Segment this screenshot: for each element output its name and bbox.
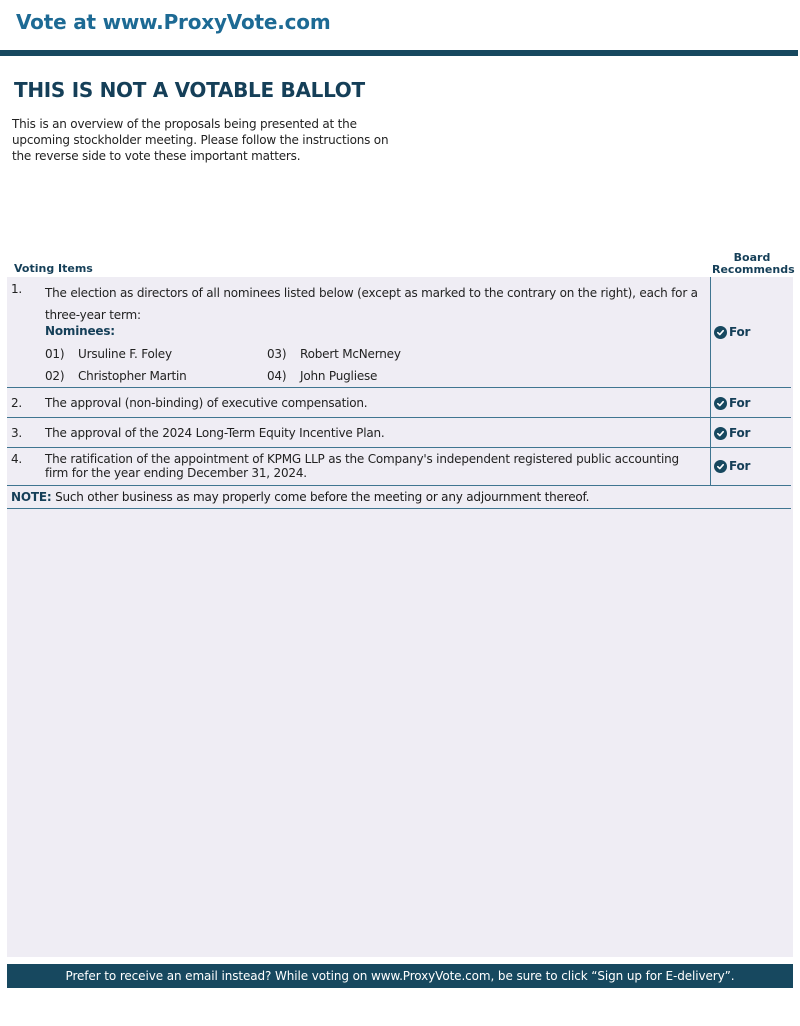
recommendation-label: For [729,396,751,410]
footer-banner: Prefer to receive an email instead? While voting on www.ProxyVote.com, be sure to click “Sign up for E-delivery”. [7,964,793,988]
proposal-text: The approval of the 2024 Long-Term Equity Incentive Plan. [45,426,385,440]
recommendation [714,325,750,339]
header-rule [0,50,798,56]
recommendation-label: For [729,325,751,339]
nominee-name: Robert McNerney [300,347,401,361]
nominee-number: 03) [267,347,287,361]
nominee-name: Christopher Martin [78,369,187,383]
nominee-number: 02) [45,369,65,383]
proposal-number: 2. [11,396,23,410]
proposal-text: The election as directors of all nominees listed below (except as marked to the contrary on the right), each for a three-year term: [45,286,698,322]
proposal-row [7,418,791,448]
check-circle-icon [714,427,727,440]
nominee-name: John Pugliese [300,369,378,383]
note-label: NOTE: [11,490,52,504]
nominees-label: Nominees: [45,324,115,338]
recommendation-label: For [729,426,751,440]
check-circle-icon [714,397,727,410]
board-recommends-heading: Board Recommends [712,251,795,276]
note-text: Such other business as may properly come before the meeting or any adjournment thereof. [55,490,590,504]
check-circle-icon [714,460,727,473]
note-row [7,486,791,509]
recommendation-label: For [729,459,751,473]
proposal-text: The approval (non-binding) of executive compensation. [45,396,368,410]
proposal-number: 3. [11,426,23,440]
voting-items-heading: Voting Items [14,262,93,275]
proposal-row [7,448,791,486]
nominee-name: Ursuline F. Foley [78,347,172,361]
proposal-row [7,388,791,418]
nominee-number: 04) [267,369,287,383]
nominee-item [45,369,187,383]
nominee-number: 01) [45,347,65,361]
proposal-row [7,277,791,388]
ballot-intro: This is an overview of the proposals being presented at the upcoming stockholder meeting. Please follow the instructions on the reverse side to vote these important matters. [12,117,389,163]
check-circle-icon [714,326,727,339]
nominee-item [45,347,172,361]
header-title: Vote at www.ProxyVote.com [16,10,331,34]
nominee-item [267,369,377,383]
ballot-title: THIS IS NOT A VOTABLE BALLOT [14,78,365,102]
recommendation [714,426,750,440]
proposal-text: The ratification of the appointment of KPMG LLP as the Company's independent registered public accounting firm for the year ending December 31, 2024. [45,452,679,480]
column-divider [710,388,711,417]
recommendation [714,396,750,410]
proposal-number: 1. [11,282,23,296]
nominee-item [267,347,401,361]
proposal-number: 4. [11,452,23,466]
column-divider [710,418,711,447]
column-divider [710,448,711,485]
column-divider [710,277,711,387]
recommendation [714,459,750,473]
